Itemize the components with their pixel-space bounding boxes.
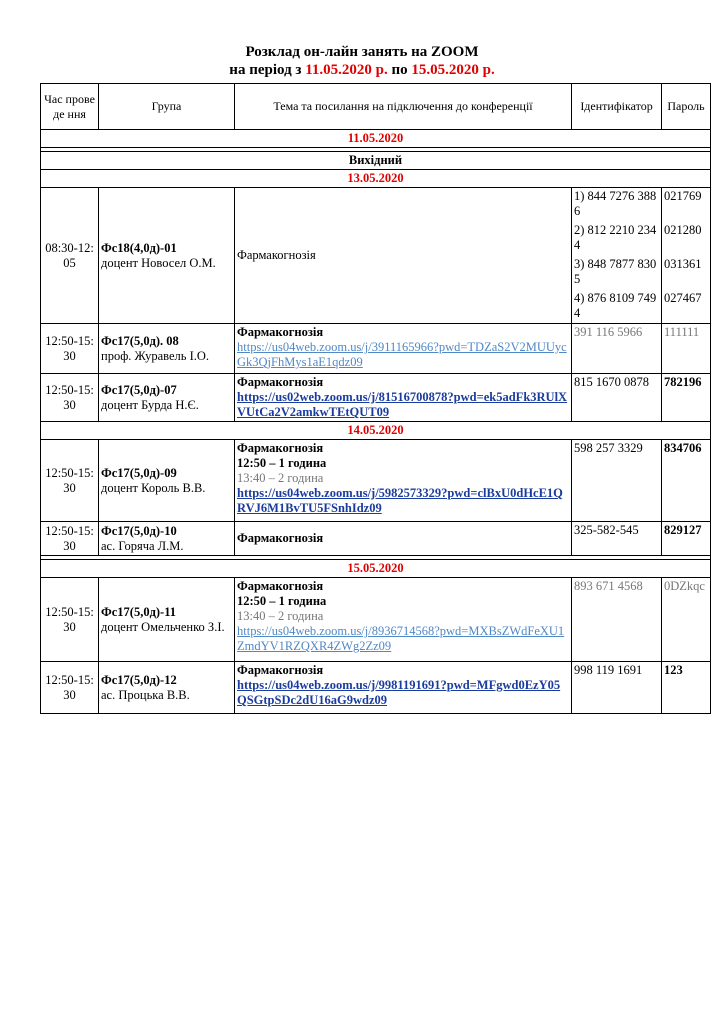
teacher-name: ас. Горяча Л.М. [101, 538, 184, 553]
group-cell [99, 188, 235, 324]
group-cell [99, 324, 235, 374]
group-code: Фс17(5,0д)-12 [101, 672, 177, 687]
password-cell: 111111 [662, 324, 711, 374]
password-cell: 834706 [662, 440, 711, 522]
time-cell: 12:50-15:30 [41, 578, 99, 662]
password-cell [662, 188, 711, 324]
col-topic-header: Тема та посилання на підключення до конференції [235, 84, 572, 130]
group-code: Фс18(4,0д)-01 [101, 240, 177, 255]
group-code: Фс17(5,0д). 08 [101, 333, 179, 348]
table-row [41, 440, 711, 522]
table-row [41, 324, 711, 374]
table-row [41, 522, 711, 556]
day-label: 14.05.2020 [41, 422, 711, 440]
topic-cell: Фармакогнозія [235, 522, 572, 556]
day-label: 13.05.2020 [41, 170, 711, 188]
group-cell [99, 662, 235, 714]
day-row [41, 170, 711, 188]
col-password-header: Пароль [662, 84, 711, 130]
teacher-name: доцент Новосел О.М. [101, 255, 216, 270]
id-cell [572, 188, 662, 324]
group-code: Фс17(5,0д)-09 [101, 465, 177, 480]
password-cell: 123 [662, 662, 711, 714]
id-cell: 325-582-545 [572, 522, 662, 556]
topic-cell [235, 440, 572, 522]
group-code: Фс17(5,0д)-07 [101, 382, 177, 397]
schedule-table [40, 83, 711, 714]
topic-cell [235, 374, 572, 422]
meeting-password: 031361 [664, 257, 702, 271]
topic-name: Фармакогнозія [237, 579, 324, 593]
time-cell: 08:30-12:05 [41, 188, 99, 324]
id-cell: 391 116 5966 [572, 324, 662, 374]
col-time-header: Час проведе ння [41, 84, 99, 130]
hour-1: 12:50 – 1 година [237, 456, 327, 470]
meeting-id: 4) 876 8109 7494 [574, 291, 657, 320]
holiday-label: Вихідний [41, 152, 711, 170]
table-row [41, 374, 711, 422]
group-code: Фс17(5,0д)-10 [101, 523, 177, 538]
date-from: 11.05.2020 р. [305, 62, 388, 78]
table-row [41, 662, 711, 714]
hour-1: 12:50 – 1 година [237, 594, 327, 608]
period-line [0, 62, 724, 79]
time-cell: 12:50-15:30 [41, 440, 99, 522]
meeting-id: 1) 844 7276 3886 [574, 189, 657, 218]
teacher-name: доцент Омельченко З.І. [101, 619, 225, 634]
meeting-password: 027467 [664, 291, 702, 305]
hour-2: 13:40 – 2 година [237, 609, 324, 623]
meeting-id: 3) 848 7877 8305 [574, 257, 657, 286]
time-cell: 12:50-15:30 [41, 522, 99, 556]
zoom-link[interactable]: https://us04web.zoom.us/j/8936714568?pwd=MXBsZWdFeXU1ZmdYV1RZQXR4ZWg2Zz09 [237, 624, 565, 653]
day-label: 11.05.2020 [41, 130, 711, 148]
table-row [41, 578, 711, 662]
password-cell: 782196 [662, 374, 711, 422]
topic-cell [235, 578, 572, 662]
topic-name: Фармакогнозія [237, 663, 324, 677]
teacher-name: проф. Журавель І.О. [101, 348, 210, 363]
id-cell: 893 671 4568 [572, 578, 662, 662]
day-row [41, 130, 711, 148]
col-id-header: Ідентифікатор [572, 84, 662, 130]
day-label: 15.05.2020 [41, 560, 711, 578]
date-to: 15.05.2020 р. [411, 62, 495, 78]
group-code: Фс17(5,0д)-11 [101, 604, 177, 619]
hour-2: 13:40 – 2 година [237, 471, 324, 485]
teacher-name: доцент Король В.В. [101, 480, 206, 495]
group-cell [99, 522, 235, 556]
day-row [41, 422, 711, 440]
group-cell [99, 440, 235, 522]
col-group-header: Група [99, 84, 235, 130]
meeting-id: 2) 812 2210 2344 [574, 223, 657, 252]
teacher-name: доцент Бурда Н.Є. [101, 397, 199, 412]
zoom-link[interactable]: https://us04web.zoom.us/j/9981191691?pwd=MFgwd0EzY05QSGtpSDc2dU16aG9wdz09 [237, 678, 561, 707]
id-cell: 598 257 3329 [572, 440, 662, 522]
time-cell: 12:50-15:30 [41, 662, 99, 714]
meeting-password: 021769 [664, 189, 702, 203]
holiday-row [41, 152, 711, 170]
topic-cell [235, 324, 572, 374]
id-cell: 815 1670 0878 [572, 374, 662, 422]
teacher-name: ас. Процька В.В. [101, 687, 190, 702]
table-row [41, 188, 711, 324]
password-cell: 0DZkqc [662, 578, 711, 662]
day-row [41, 560, 711, 578]
zoom-link[interactable]: https://us02web.zoom.us/j/81516700878?pwd=ek5adFk3RUlXVUtCa2V2amkwTEtQUT09 [237, 390, 568, 419]
topic-cell [235, 662, 572, 714]
zoom-link[interactable]: https://us04web.zoom.us/j/3911165966?pwd=TDZaS2V2MUUycGk3QjFhMys1aE1qdz09 [237, 340, 567, 369]
password-cell: 829127 [662, 522, 711, 556]
meeting-password: 021280 [664, 223, 702, 237]
id-cell: 998 119 1691 [572, 662, 662, 714]
topic-name: Фармакогнозія [237, 441, 324, 455]
topic-name: Фармакогнозія [237, 325, 324, 339]
topic-name: Фармакогнозія [237, 375, 324, 389]
page-title: Розклад он-лайн занять на ZOOM [245, 44, 479, 60]
group-cell [99, 374, 235, 422]
time-cell: 12:50-15:30 [41, 374, 99, 422]
topic-cell: Фармакогнозія [235, 188, 572, 324]
period-prefix: на період з [229, 62, 306, 78]
group-cell [99, 578, 235, 662]
period-mid: по [387, 62, 412, 78]
table-header-row [41, 84, 711, 130]
time-cell: 12:50-15:30 [41, 324, 99, 374]
zoom-link[interactable]: https://us04web.zoom.us/j/5982573329?pwd=clBxU0dHcE1QRVJ6M1BvTU5FSnhIdz09 [237, 486, 563, 515]
